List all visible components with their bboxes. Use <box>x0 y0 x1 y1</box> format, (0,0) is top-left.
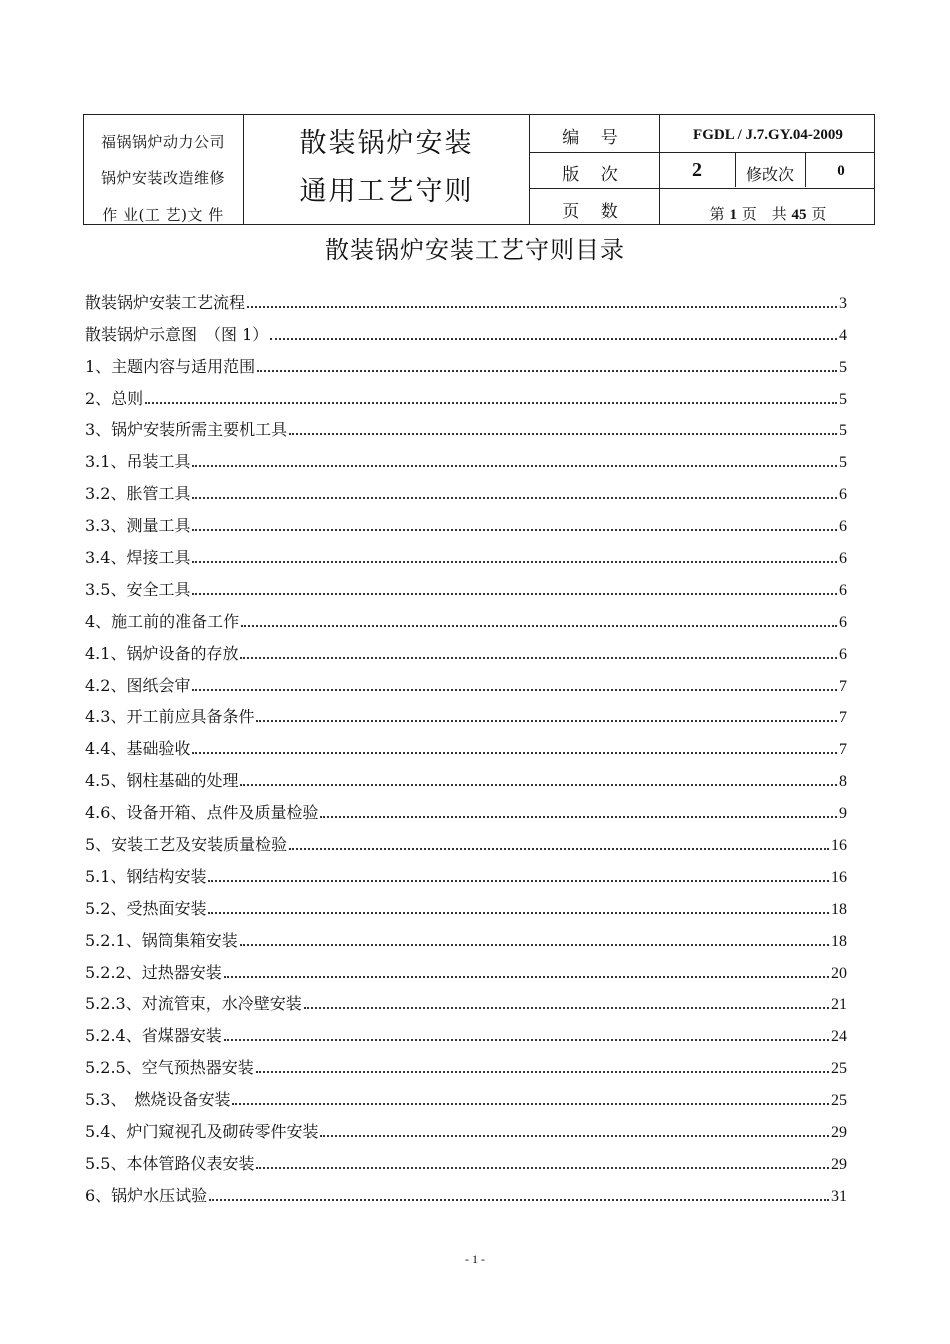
toc-entry-text: 2、总则 <box>85 388 144 408</box>
toc-entry[interactable] <box>85 504 847 536</box>
toc-entry[interactable] <box>85 919 847 951</box>
toc-leader-dots <box>247 306 837 308</box>
toc-entry-text: 4.3、开工前应具备条件 <box>85 707 255 727</box>
toc-entry-page: 6 <box>839 645 847 663</box>
toc-leader-dots <box>208 912 829 914</box>
toc-entry-text: 4.4、基础验收 <box>85 739 191 759</box>
toc-leader-dots <box>192 689 837 691</box>
toc-leader-dots <box>208 880 829 882</box>
toc-entry-text: 3.4、焊接工具 <box>85 548 191 568</box>
toc-entry-page: 16 <box>831 868 847 886</box>
toc-entry[interactable] <box>85 313 847 345</box>
toc-leader-dots <box>320 1135 829 1137</box>
toc-leader-dots <box>270 338 837 340</box>
toc-entry[interactable] <box>85 1078 847 1110</box>
toc-entry[interactable] <box>85 409 847 441</box>
toc-entry-text: 5.3、 燃烧设备安装 <box>85 1090 231 1110</box>
toc-entry[interactable] <box>85 472 847 504</box>
toc-entry[interactable] <box>85 759 847 791</box>
toc-entry-page: 24 <box>831 1028 847 1046</box>
page-current: 1 <box>729 207 737 223</box>
toc-entry[interactable] <box>85 1014 847 1046</box>
toc-entry[interactable] <box>85 696 847 728</box>
page-footer: - 1 - <box>465 1252 485 1266</box>
toc-leader-dots <box>224 1039 829 1041</box>
toc-entry-text: 5.2.2、过热器安装 <box>85 962 222 982</box>
toc-entry[interactable] <box>85 1110 847 1142</box>
page-suffix: 页 <box>811 205 827 223</box>
toc-leader-dots <box>289 433 837 435</box>
org-line-1: 福锅锅炉动力公司 <box>100 133 225 151</box>
table-divider <box>529 188 874 189</box>
toc-entry-page: 29 <box>831 1124 847 1142</box>
doc-title-line-1: 散装锅炉安装 <box>299 128 474 159</box>
toc-leader-dots <box>320 816 837 818</box>
page-prefix: 第 <box>709 205 725 223</box>
org-line-3: 作 业(工 艺)文 件 <box>102 206 224 224</box>
toc-entry-text: 5.2、受热面安装 <box>85 898 207 918</box>
table-of-contents <box>85 281 847 1206</box>
toc-entry-page: 18 <box>831 932 847 950</box>
toc-leader-dots <box>192 497 837 499</box>
toc-entry-page: 3 <box>839 294 847 312</box>
toc-leader-dots <box>240 944 829 946</box>
toc-entry[interactable] <box>85 440 847 472</box>
toc-entry-page: 21 <box>831 996 847 1014</box>
toc-leader-dots <box>240 784 837 786</box>
toc-entry-page: 5 <box>839 422 847 440</box>
toc-leader-dots <box>256 1071 829 1073</box>
toc-entry-page: 6 <box>839 613 847 631</box>
toc-entry-page: 5 <box>839 454 847 472</box>
toc-entry-page: 6 <box>839 518 847 536</box>
toc-entry-text: 3.5、安全工具 <box>85 579 191 599</box>
toc-entry-page: 8 <box>839 773 847 791</box>
toc-entry-text: 3、锅炉安装所需主要机工具 <box>85 420 288 440</box>
toc-entry-page: 7 <box>839 677 847 695</box>
toc-entry[interactable] <box>85 377 847 409</box>
org-line-2: 锅炉安装改造维修 <box>100 169 225 187</box>
toc-entry-page: 6 <box>839 581 847 599</box>
toc-entry-page: 7 <box>839 741 847 759</box>
toc-leader-dots <box>256 1167 829 1169</box>
toc-leader-dots <box>192 593 837 595</box>
toc-entry[interactable] <box>85 664 847 696</box>
toc-entry[interactable] <box>85 983 847 1015</box>
toc-entry[interactable] <box>85 568 847 600</box>
toc-entry-page: 16 <box>831 837 847 855</box>
toc-entry-text: 3.1、吊装工具 <box>85 452 191 472</box>
toc-leader-dots <box>192 752 837 754</box>
label-code: 编 号 <box>562 128 626 148</box>
toc-entry-page: 6 <box>839 486 847 504</box>
toc-leader-dots <box>304 1007 829 1009</box>
toc-entry-page: 9 <box>839 805 847 823</box>
toc-entry[interactable] <box>85 823 847 855</box>
toc-entry-page: 31 <box>831 1187 847 1205</box>
toc-entry[interactable] <box>85 600 847 632</box>
doc-code: FGDL / J.7.GY.04-2009 <box>693 127 843 143</box>
toc-entry[interactable] <box>85 281 847 313</box>
label-page: 页 数 <box>562 202 626 222</box>
revision-number: 0 <box>837 163 845 179</box>
toc-leader-dots <box>192 561 837 563</box>
toc-entry-text: 5.2.5、空气预热器安装 <box>85 1058 254 1078</box>
toc-entry[interactable] <box>85 632 847 664</box>
toc-leader-dots <box>241 625 837 627</box>
toc-leader-dots <box>192 529 837 531</box>
toc-leader-dots <box>240 657 837 659</box>
toc-entry-page: 7 <box>839 709 847 727</box>
page-count <box>660 203 876 224</box>
toc-entry-text: 散装锅炉安装工艺流程 <box>85 292 246 312</box>
toc-leader-dots <box>289 848 829 850</box>
table-divider <box>529 152 874 153</box>
toc-entry[interactable] <box>85 1174 847 1206</box>
toc-leader-dots <box>232 1103 829 1105</box>
toc-entry-text: 4、施工前的准备工作 <box>85 611 240 631</box>
toc-leader-dots <box>256 720 837 722</box>
toc-entry-page: 20 <box>831 964 847 982</box>
toc-entry[interactable] <box>85 1046 847 1078</box>
toc-entry-page: 29 <box>831 1155 847 1173</box>
toc-entry-page: 5 <box>839 358 847 376</box>
toc-entry[interactable] <box>85 1142 847 1174</box>
header-table <box>83 114 875 225</box>
toc-entry-text: 5、安装工艺及安装质量检验 <box>85 835 288 855</box>
toc-entry-text: 3.2、胀管工具 <box>85 484 191 504</box>
toc-entry-text: 4.1、锅炉设备的存放 <box>85 643 239 663</box>
toc-entry[interactable] <box>85 855 847 887</box>
toc-entry[interactable] <box>85 951 847 983</box>
toc-leader-dots <box>257 370 837 372</box>
page-mid: 页 共 <box>741 205 787 223</box>
revision-label: 修改次 <box>745 165 794 184</box>
toc-entry-text: 散装锅炉示意图 （图 1） <box>85 324 269 344</box>
toc-leader-dots <box>192 465 837 467</box>
toc-entry[interactable] <box>85 887 847 919</box>
toc-entry-text: 5.1、钢结构安装 <box>85 866 207 886</box>
toc-entry-text: 4.2、图纸会审 <box>85 675 191 695</box>
toc-entry-text: 5.4、炉门窥视孔及砌砖零件安装 <box>85 1122 319 1142</box>
toc-entry[interactable] <box>85 536 847 568</box>
toc-entry[interactable] <box>85 791 847 823</box>
toc-entry-page: 25 <box>831 1060 847 1078</box>
toc-entry-text: 5.2.1、锅筒集箱安装 <box>85 930 238 950</box>
toc-entry-page: 6 <box>839 550 847 568</box>
toc-entry-text: 5.5、本体管路仪表安装 <box>85 1153 255 1173</box>
label-version: 版 次 <box>562 165 626 185</box>
toc-entry-text: 6、锅炉水压试验 <box>85 1185 208 1205</box>
toc-title: 散装锅炉安装工艺守则目录 <box>325 236 625 264</box>
doc-title-line-2: 通用工艺守则 <box>299 176 474 207</box>
toc-entry-page: 5 <box>839 390 847 408</box>
toc-entry-page: 4 <box>839 326 847 344</box>
version-number: 2 <box>692 159 702 181</box>
toc-leader-dots <box>224 976 829 978</box>
toc-entry-text: 4.6、设备开箱、点件及质量检验 <box>85 803 319 823</box>
toc-entry[interactable] <box>85 727 847 759</box>
toc-entry-page: 18 <box>831 900 847 918</box>
page-total: 45 <box>791 207 807 223</box>
toc-entry-text: 4.5、钢柱基础的处理 <box>85 771 239 791</box>
toc-entry-text: 3.3、测量工具 <box>85 516 191 536</box>
toc-entry-page: 25 <box>831 1092 847 1110</box>
toc-leader-dots <box>209 1199 829 1201</box>
toc-leader-dots <box>145 402 837 404</box>
toc-entry[interactable] <box>85 345 847 377</box>
toc-entry-text: 5.2.4、省煤器安装 <box>85 1026 222 1046</box>
toc-entry-text: 5.2.3、对流管束，水冷壁安装 <box>85 994 302 1014</box>
toc-entry-text: 1、主题内容与适用范围 <box>85 356 256 376</box>
